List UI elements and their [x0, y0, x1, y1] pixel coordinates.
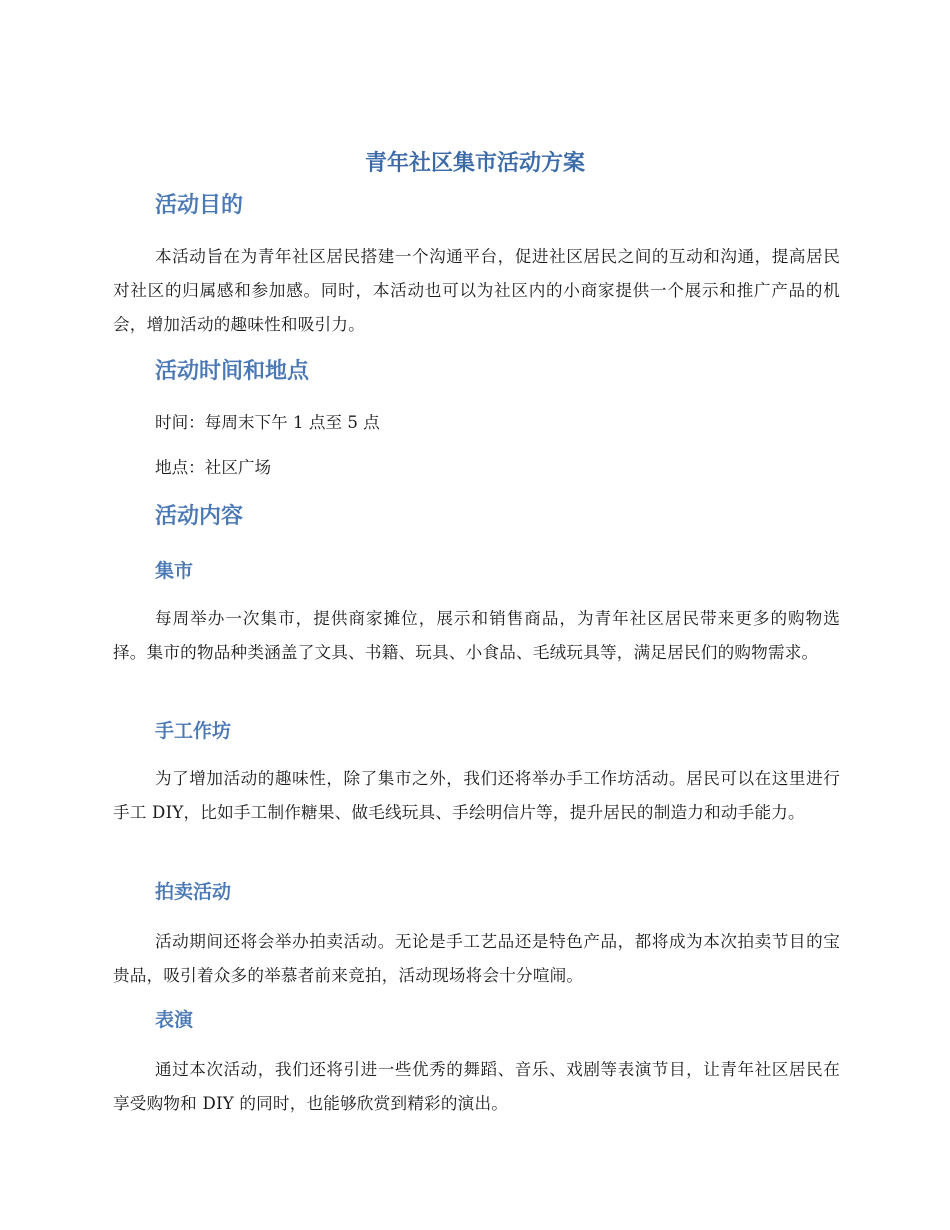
heading-content: 活动内容 [155, 504, 244, 529]
paragraph-workshop: 为了增加活动的趣味性，除了集市之外，我们还将举办手工作坊活动。居民可以在这里进行手工 DIY，比如手工制作糖果、做毛线玩具、手绘明信片等，提升居民的制造力和动手能力。 [113, 769, 840, 822]
heading-workshop: 手工作坊 [155, 720, 232, 742]
heading-purpose: 活动目的 [155, 193, 244, 218]
place-line: 地点：社区广场 [155, 458, 272, 477]
heading-performance: 表演 [155, 1009, 194, 1031]
document-title: 青年社区集市活动方案 [364, 151, 585, 176]
paragraph-market: 每周举办一次集市，提供商家摊位，展示和销售商品，为青年社区居民带来更多的购物选择。集市的物品种类涵盖了文具、书籍、玩具、小食品、毛绒玩具等，满足居民们的购物需求。 [113, 609, 840, 662]
time-line: 时间：每周末下午 1 点至 5 点 [155, 413, 380, 432]
heading-time-place: 活动时间和地点 [155, 359, 310, 384]
heading-market: 集市 [155, 560, 194, 582]
heading-auction: 拍卖活动 [155, 881, 232, 903]
paragraph-auction: 活动期间还将会举办拍卖活动。无论是手工艺品还是特色产品，都将成为本次拍卖节目的宝贵品，吸引着众多的举慕者前来竞拍，活动现场将会十分喧闹。 [113, 932, 840, 985]
paragraph-purpose: 本活动旨在为青年社区居民搭建一个沟通平台，促进社区居民之间的互动和沟通，提高居民对社区的归属感和参加感。同时，本活动也可以为社区内的小商家提供一个展示和推广产品的机会，增加活动的趣味性和吸引力。 [113, 247, 840, 334]
paragraph-performance: 通过本次活动，我们还将引进一些优秀的舞蹈、音乐、戏剧等表演节目，让青年社区居民在享受购物和 DIY 的同时，也能够欣赏到精彩的演出。 [113, 1060, 840, 1113]
